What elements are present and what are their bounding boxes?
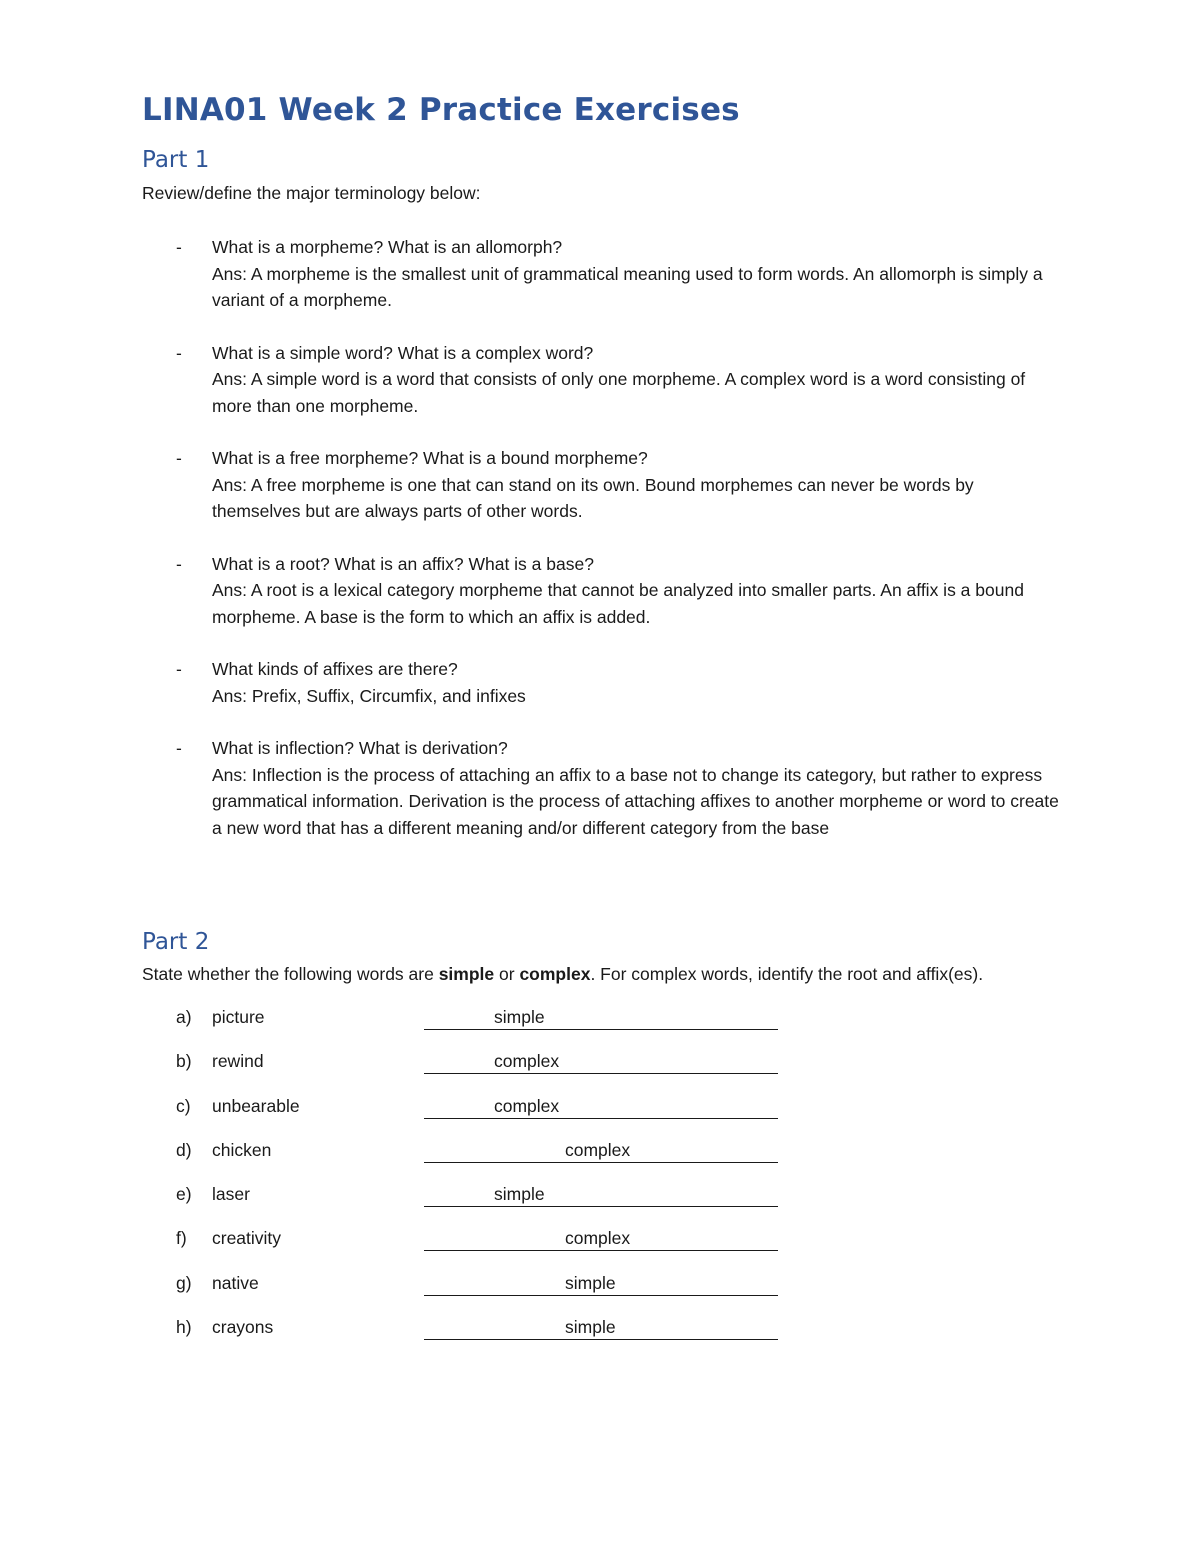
word-item: [142, 1314, 1062, 1358]
answer-value: complex: [565, 1228, 631, 1249]
word-list: [142, 1004, 1062, 1358]
question-item: [142, 234, 1062, 314]
item-letter: f): [176, 1228, 187, 1249]
bullet-dash: -: [176, 553, 182, 574]
item-letter: a): [176, 1007, 192, 1027]
item-word: picture: [212, 1007, 265, 1027]
item-letter: b): [176, 1051, 192, 1072]
item-word: creativity: [212, 1228, 282, 1249]
answer-value: complex: [494, 1095, 560, 1116]
part2-heading: Part 2: [142, 929, 210, 955]
question-text: What is a morpheme? What is an allomorph?: [212, 237, 563, 257]
answer-value: complex: [494, 1051, 560, 1072]
item-letter: h): [176, 1317, 192, 1338]
word-item: [142, 1004, 1062, 1048]
part2-section: [142, 960, 1062, 1358]
question-text: What is a free morpheme? What is a bound morpheme?: [212, 448, 648, 468]
answer-text: Ans: Prefix, Suffix, Circumfix, and infixes: [212, 685, 526, 706]
word-item: [142, 1137, 1062, 1181]
question-item: [142, 551, 1062, 631]
answer-value: complex: [565, 1139, 631, 1160]
intro-text: or: [494, 964, 520, 984]
item-word: native: [212, 1272, 259, 1293]
document-page: [142, 88, 1062, 1338]
answer-blank[interactable]: [424, 1048, 778, 1074]
question-list: [142, 234, 1062, 841]
question-item: [142, 735, 1062, 841]
answer-text: Ans: A morpheme is the smallest unit of grammatical meaning used to form words. An allomorph is simply a variant of a morpheme.: [212, 263, 1043, 310]
answer-blank[interactable]: [424, 1004, 778, 1030]
intro-bold-simple: simple: [438, 964, 495, 984]
item-letter: g): [176, 1272, 192, 1293]
answer-text: Ans: Inflection is the process of attaching an affix to a base not to change its category, but rather to express grammatical information. Derivation is the process of attaching affixes to another morpheme or word to create a new word that has a different meaning and/or different category from the base: [212, 764, 1059, 838]
answer-blank[interactable]: [424, 1093, 778, 1119]
answer-blank[interactable]: [424, 1137, 778, 1163]
item-word: crayons: [212, 1317, 274, 1338]
question-item: [142, 340, 1062, 420]
item-letter: d): [176, 1139, 192, 1160]
answer-value: simple: [494, 1184, 545, 1205]
answer-blank[interactable]: [424, 1270, 778, 1296]
intro-bold-complex: complex: [519, 964, 591, 984]
item-word: unbearable: [212, 1095, 300, 1116]
answer-text: Ans: A free morpheme is one that can stand on its own. Bound morphemes can never be words by themselves but are always parts of other words.: [212, 474, 974, 521]
question-item: [142, 445, 1062, 525]
item-word: laser: [212, 1184, 250, 1205]
answer-text: Ans: A root is a lexical category morpheme that cannot be analyzed into smaller parts. An affix is a bound morpheme. A base is the form to which an affix is added.: [212, 580, 1024, 627]
item-word: rewind: [212, 1051, 264, 1072]
bullet-dash: -: [176, 342, 182, 363]
part2-intro: [142, 960, 1062, 988]
part1-heading: Part 1: [142, 147, 210, 173]
part1-intro: Review/define the major terminology below:: [142, 183, 481, 203]
answer-value: simple: [494, 1007, 545, 1027]
word-item: [142, 1093, 1062, 1137]
bullet-dash: -: [176, 738, 182, 758]
question-text: What is a simple word? What is a complex word?: [212, 342, 594, 363]
answer-value: simple: [565, 1272, 616, 1293]
answer-value: simple: [565, 1317, 616, 1338]
item-word: chicken: [212, 1139, 272, 1160]
answer-blank[interactable]: [424, 1181, 778, 1207]
answer-text: Ans: A simple word is a word that consists of only one morpheme. A complex word is a word consisting of more than one morpheme.: [212, 369, 1026, 416]
bullet-dash: -: [176, 448, 182, 468]
word-item: [142, 1181, 1062, 1225]
document-title: LINA01 Week 2 Practice Exercises: [142, 92, 740, 128]
question-item: [142, 656, 1062, 709]
question-text: What is a root? What is an affix? What is a base?: [212, 553, 594, 574]
item-letter: c): [176, 1095, 191, 1116]
bullet-dash: -: [176, 237, 182, 257]
intro-text: State whether the following words are: [142, 964, 439, 984]
word-item: [142, 1225, 1062, 1269]
bullet-dash: -: [176, 659, 182, 679]
word-item: [142, 1048, 1062, 1092]
question-text: What kinds of affixes are there?: [212, 659, 458, 679]
answer-blank[interactable]: [424, 1314, 778, 1340]
question-text: What is inflection? What is derivation?: [212, 738, 508, 758]
word-item: [142, 1270, 1062, 1314]
intro-text: . For complex words, identify the root and affix(es).: [590, 964, 984, 984]
item-letter: e): [176, 1184, 192, 1205]
answer-blank[interactable]: [424, 1225, 778, 1251]
